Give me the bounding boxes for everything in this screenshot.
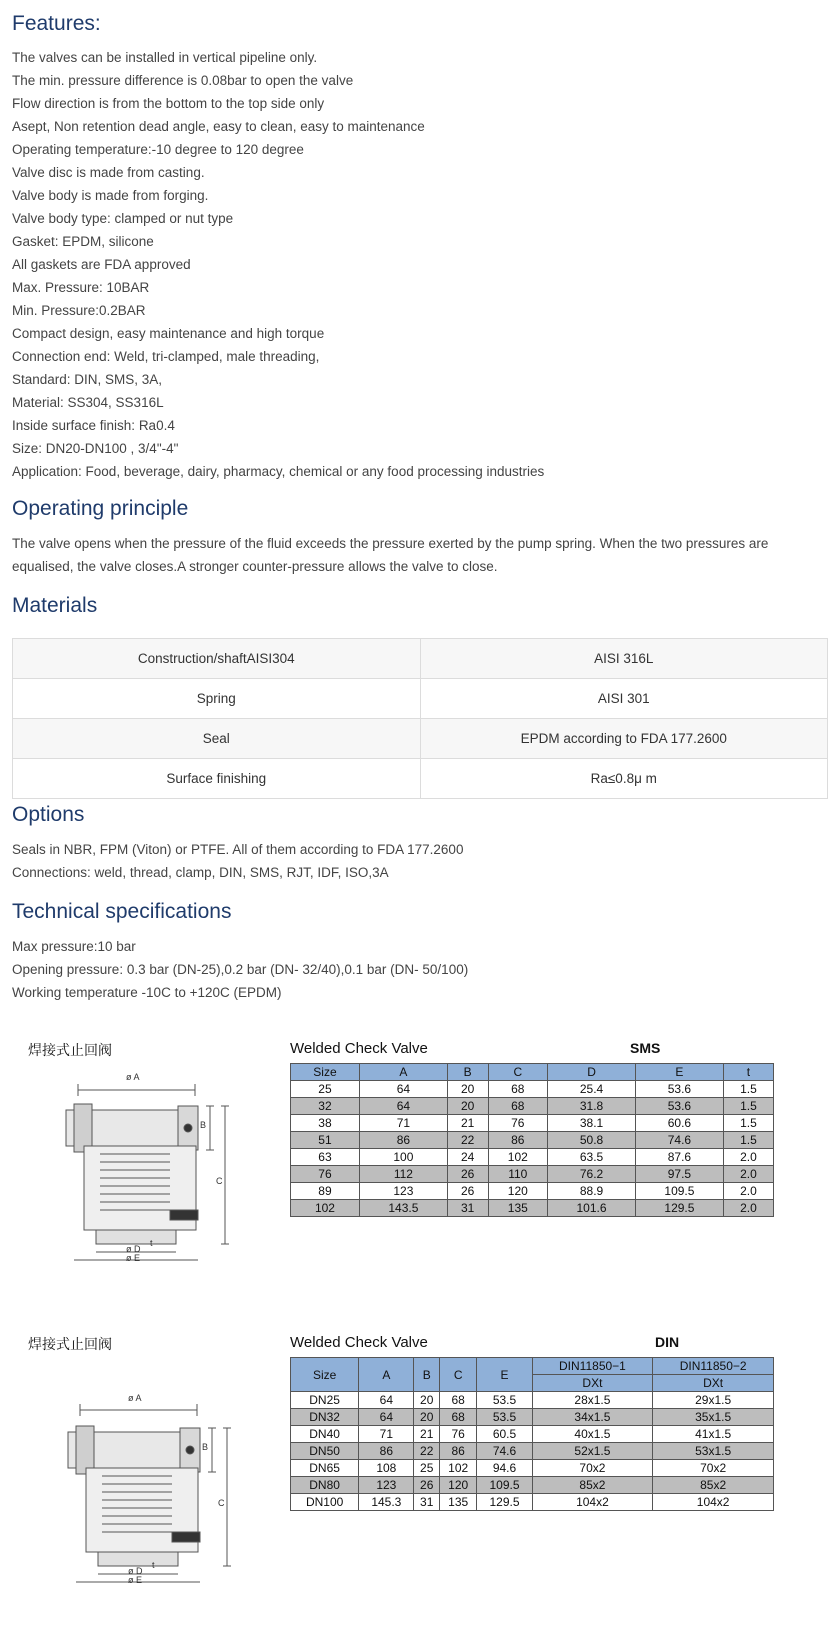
sms-label-d: ø D: [126, 1244, 141, 1254]
din-cell: 120: [439, 1477, 476, 1494]
din-row: [291, 1443, 774, 1460]
materials-cell: Spring: [13, 679, 421, 719]
sms-cell: 32: [291, 1098, 360, 1115]
sms-cell: 1.5: [723, 1098, 773, 1115]
sms-header-cell: D: [548, 1064, 636, 1081]
features-item: Flow direction is from the bottom to the top side only: [12, 96, 325, 111]
sms-cell: 26: [447, 1166, 488, 1183]
sms-cell: 101.6: [548, 1200, 636, 1217]
din-header-row: [291, 1358, 774, 1375]
din-cell: DN65: [291, 1460, 359, 1477]
din-row: [291, 1392, 774, 1409]
din-label-c: C: [218, 1498, 225, 1508]
din-cell: 109.5: [477, 1477, 532, 1494]
din-row: [291, 1409, 774, 1426]
features-item: Application: Food, beverage, dairy, pharmacy, chemical or any food processing industries: [12, 464, 545, 479]
din-valve-drawing: [62, 1392, 237, 1587]
sms-row: [291, 1166, 774, 1183]
features-item: Asept, Non retention dead angle, easy to clean, easy to maintenance: [12, 119, 425, 134]
features-heading: Features:: [12, 12, 101, 35]
features-item: Valve body type: clamped or nut type: [12, 211, 234, 226]
sms-cell: 2.0: [723, 1166, 773, 1183]
din-cell: 21: [414, 1426, 440, 1443]
sms-cell: 20: [447, 1081, 488, 1098]
din-cell: 86: [359, 1443, 414, 1460]
materials-heading: Materials: [12, 594, 98, 617]
features-item: Min. Pressure:0.2BAR: [12, 303, 146, 318]
din-label-d: ø D: [128, 1566, 143, 1576]
din-cell: 52x1.5: [532, 1443, 653, 1460]
sms-label-t: t: [150, 1238, 153, 1248]
sms-cell: 60.6: [635, 1115, 723, 1132]
sms-cell: 63.5: [548, 1149, 636, 1166]
materials-row: [13, 759, 828, 799]
features-list: [12, 46, 544, 483]
din-cell: 94.6: [477, 1460, 532, 1477]
din-header-cell: A: [359, 1358, 414, 1392]
features-item: All gaskets are FDA approved: [12, 257, 191, 272]
sms-cell: 129.5: [635, 1200, 723, 1217]
din-cell: 68: [439, 1392, 476, 1409]
sms-cell: 38: [291, 1115, 360, 1132]
sms-cell: 1.5: [723, 1115, 773, 1132]
sms-title: Welded Check Valve: [290, 1040, 428, 1057]
features-item: The min. pressure difference is 0.08bar to open the valve: [12, 73, 354, 88]
sms-cell: 53.6: [635, 1098, 723, 1115]
materials-cell: AISI 316L: [420, 639, 828, 679]
sms-header-cell: B: [447, 1064, 488, 1081]
sms-cell: 74.6: [635, 1132, 723, 1149]
din-cell: 70x2: [653, 1460, 774, 1477]
materials-cell: Construction/shaftAISI304: [13, 639, 421, 679]
din-header-cell: E: [477, 1358, 532, 1392]
materials-cell: EPDM according to FDA 177.2600: [420, 719, 828, 759]
sms-row: [291, 1115, 774, 1132]
din-cell: 64: [359, 1409, 414, 1426]
din-cell: 85x2: [532, 1477, 653, 1494]
sms-valve-drawing: [60, 1070, 235, 1265]
technical-item: Opening pressure: 0.3 bar (DN-25),0.2 bar (DN- 32/40),0.1 bar (DN- 50/100): [12, 962, 469, 977]
sms-cell: 143.5: [359, 1200, 447, 1217]
sms-cell: 22: [447, 1132, 488, 1149]
din-header-cell: B: [414, 1358, 440, 1392]
sms-cell: 86: [488, 1132, 548, 1149]
sms-cell: 76: [488, 1115, 548, 1132]
din-group-header: DIN11850−2: [653, 1358, 774, 1375]
din-cell: 129.5: [477, 1494, 532, 1511]
materials-table: [12, 638, 828, 799]
din-cell: 104x2: [532, 1494, 653, 1511]
operating-heading: Operating principle: [12, 497, 189, 520]
sms-cell: 88.9: [548, 1183, 636, 1200]
din-cell: 70x2: [532, 1460, 653, 1477]
sms-cell: 1.5: [723, 1081, 773, 1098]
materials-cell: Surface finishing: [13, 759, 421, 799]
sms-cell: 25: [291, 1081, 360, 1098]
din-cell: 64: [359, 1392, 414, 1409]
sms-row: [291, 1081, 774, 1098]
sms-cell: 2.0: [723, 1149, 773, 1166]
din-cell: 71: [359, 1426, 414, 1443]
din-cell: 20: [414, 1392, 440, 1409]
sms-cell: 68: [488, 1098, 548, 1115]
din-cn-label: 焊接式止回阀: [28, 1337, 112, 1353]
din-standard: DIN: [655, 1334, 680, 1350]
sms-cell: 51: [291, 1132, 360, 1149]
sms-row: [291, 1132, 774, 1149]
features-item: Operating temperature:-10 degree to 120 degree: [12, 142, 304, 157]
din-cell: 76: [439, 1426, 476, 1443]
din-cell: DN50: [291, 1443, 359, 1460]
din-cell: 26: [414, 1477, 440, 1494]
din-label-e: ø E: [128, 1575, 143, 1585]
din-row: [291, 1460, 774, 1477]
sms-header-cell: Size: [291, 1064, 360, 1081]
options-item: Seals in NBR, FPM (Viton) or PTFE. All of them according to FDA 177.2600: [12, 842, 464, 857]
sms-cell: 120: [488, 1183, 548, 1200]
din-cell: 108: [359, 1460, 414, 1477]
materials-cell: Seal: [13, 719, 421, 759]
options-item: Connections: weld, thread, clamp, DIN, SMS, RJT, IDF, ISO,3A: [12, 865, 389, 880]
sms-cell: 20: [447, 1098, 488, 1115]
sms-label-e: ø E: [126, 1253, 141, 1263]
din-row: [291, 1477, 774, 1494]
din-cell: 34x1.5: [532, 1409, 653, 1426]
technical-item: Working temperature -10C to +120C (EPDM): [12, 985, 282, 1000]
features-item: Compact design, easy maintenance and high torque: [12, 326, 325, 341]
sms-cell: 31.8: [548, 1098, 636, 1115]
din-header-cell: C: [439, 1358, 476, 1392]
sms-cell: 87.6: [635, 1149, 723, 1166]
sms-cn-label: 焊接式止回阀: [28, 1043, 112, 1059]
din-cell: 102: [439, 1460, 476, 1477]
sms-cell: 123: [359, 1183, 447, 1200]
sms-cell: 26: [447, 1183, 488, 1200]
materials-row: [13, 719, 828, 759]
options-list: [12, 838, 463, 884]
din-cell: 53.5: [477, 1409, 532, 1426]
din-header-cell: Size: [291, 1358, 359, 1392]
features-item: Valve body is made from forging.: [12, 188, 209, 203]
din-spec-table: [290, 1357, 774, 1511]
din-cell: 123: [359, 1477, 414, 1494]
din-cell: 40x1.5: [532, 1426, 653, 1443]
sms-cell: 102: [488, 1149, 548, 1166]
din-label-a: ø A: [128, 1393, 142, 1403]
din-cell: 53.5: [477, 1392, 532, 1409]
features-item: Connection end: Weld, tri-clamped, male threading,: [12, 349, 320, 364]
sms-label-b: B: [200, 1120, 207, 1130]
sms-cell: 21: [447, 1115, 488, 1132]
din-title: Welded Check Valve: [290, 1334, 428, 1351]
sms-row: [291, 1183, 774, 1200]
din-subheader-cell: DXt: [653, 1375, 774, 1392]
din-cell: 25: [414, 1460, 440, 1477]
materials-cell: AISI 301: [420, 679, 828, 719]
technical-item: Max pressure:10 bar: [12, 939, 136, 954]
features-item: Max. Pressure: 10BAR: [12, 280, 150, 295]
din-group-header: DIN11850−1: [532, 1358, 653, 1375]
options-heading: Options: [12, 803, 85, 826]
din-cell: 20: [414, 1409, 440, 1426]
sms-cell: 76.2: [548, 1166, 636, 1183]
sms-cell: 76: [291, 1166, 360, 1183]
sms-cell: 97.5: [635, 1166, 723, 1183]
din-cell: 86: [439, 1443, 476, 1460]
materials-row: [13, 639, 828, 679]
sms-cell: 64: [359, 1081, 447, 1098]
din-label-t: t: [152, 1560, 155, 1570]
din-cell: 85x2: [653, 1477, 774, 1494]
features-item: Standard: DIN, SMS, 3A,: [12, 372, 163, 387]
din-subheader-cell: DXt: [532, 1375, 653, 1392]
din-cell: 68: [439, 1409, 476, 1426]
materials-row: [13, 679, 828, 719]
sms-cell: 63: [291, 1149, 360, 1166]
din-cell: 31: [414, 1494, 440, 1511]
sms-cell: 38.1: [548, 1115, 636, 1132]
sms-label-c: C: [216, 1176, 223, 1186]
materials-cell: Ra≤0.8μ m: [420, 759, 828, 799]
sms-header-cell: C: [488, 1064, 548, 1081]
din-cell: DN40: [291, 1426, 359, 1443]
sms-cell: 24: [447, 1149, 488, 1166]
sms-cell: 25.4: [548, 1081, 636, 1098]
sms-cell: 50.8: [548, 1132, 636, 1149]
operating-text: The valve opens when the pressure of the fluid exceeds the pressure exerted by the pump spring. When the two pressures are equalised, the valve closes.A stronger counter-pressure allows the valve to close.: [12, 536, 769, 574]
technical-heading: Technical specifications: [12, 900, 232, 923]
sms-cell: 135: [488, 1200, 548, 1217]
sms-cell: 31: [447, 1200, 488, 1217]
sms-standard: SMS: [630, 1040, 661, 1056]
sms-cell: 89: [291, 1183, 360, 1200]
sms-cell: 110: [488, 1166, 548, 1183]
sms-cell: 102: [291, 1200, 360, 1217]
sms-cell: 112: [359, 1166, 447, 1183]
technical-list: [12, 935, 468, 1004]
sms-cell: 100: [359, 1149, 447, 1166]
din-cell: DN25: [291, 1392, 359, 1409]
din-cell: 53x1.5: [653, 1443, 774, 1460]
sms-label-a: ø A: [126, 1072, 140, 1082]
sms-cell: 2.0: [723, 1200, 773, 1217]
features-item: Material: SS304, SS316L: [12, 395, 164, 410]
sms-cell: 68: [488, 1081, 548, 1098]
sms-row: [291, 1149, 774, 1166]
din-cell: 22: [414, 1443, 440, 1460]
sms-cell: 86: [359, 1132, 447, 1149]
din-cell: DN80: [291, 1477, 359, 1494]
din-cell: 104x2: [653, 1494, 774, 1511]
sms-header-cell: t: [723, 1064, 773, 1081]
din-cell: 74.6: [477, 1443, 532, 1460]
din-cell: 135: [439, 1494, 476, 1511]
din-cell: 41x1.5: [653, 1426, 774, 1443]
sms-header-cell: A: [359, 1064, 447, 1081]
din-cell: 60.5: [477, 1426, 532, 1443]
din-cell: 29x1.5: [653, 1392, 774, 1409]
sms-cell: 1.5: [723, 1132, 773, 1149]
sms-cell: 109.5: [635, 1183, 723, 1200]
din-row: [291, 1494, 774, 1511]
sms-spec-table: [290, 1063, 774, 1217]
din-row: [291, 1426, 774, 1443]
features-item: Size: DN20-DN100 , 3/4"-4": [12, 441, 179, 456]
features-item: The valves can be installed in vertical pipeline only.: [12, 50, 318, 65]
din-cell: 28x1.5: [532, 1392, 653, 1409]
sms-row: [291, 1098, 774, 1115]
features-item: Valve disc is made from casting.: [12, 165, 205, 180]
sms-cell: 2.0: [723, 1183, 773, 1200]
din-cell: DN32: [291, 1409, 359, 1426]
sms-cell: 71: [359, 1115, 447, 1132]
features-item: Inside surface finish: Ra0.4: [12, 418, 175, 433]
sms-cell: 64: [359, 1098, 447, 1115]
features-item: Gasket: EPDM, silicone: [12, 234, 154, 249]
din-cell: DN100: [291, 1494, 359, 1511]
sms-row: [291, 1200, 774, 1217]
din-label-b: B: [202, 1442, 209, 1452]
din-cell: 35x1.5: [653, 1409, 774, 1426]
sms-header-cell: E: [635, 1064, 723, 1081]
sms-cell: 53.6: [635, 1081, 723, 1098]
din-cell: 145.3: [359, 1494, 414, 1511]
sms-header-row: [291, 1064, 774, 1081]
